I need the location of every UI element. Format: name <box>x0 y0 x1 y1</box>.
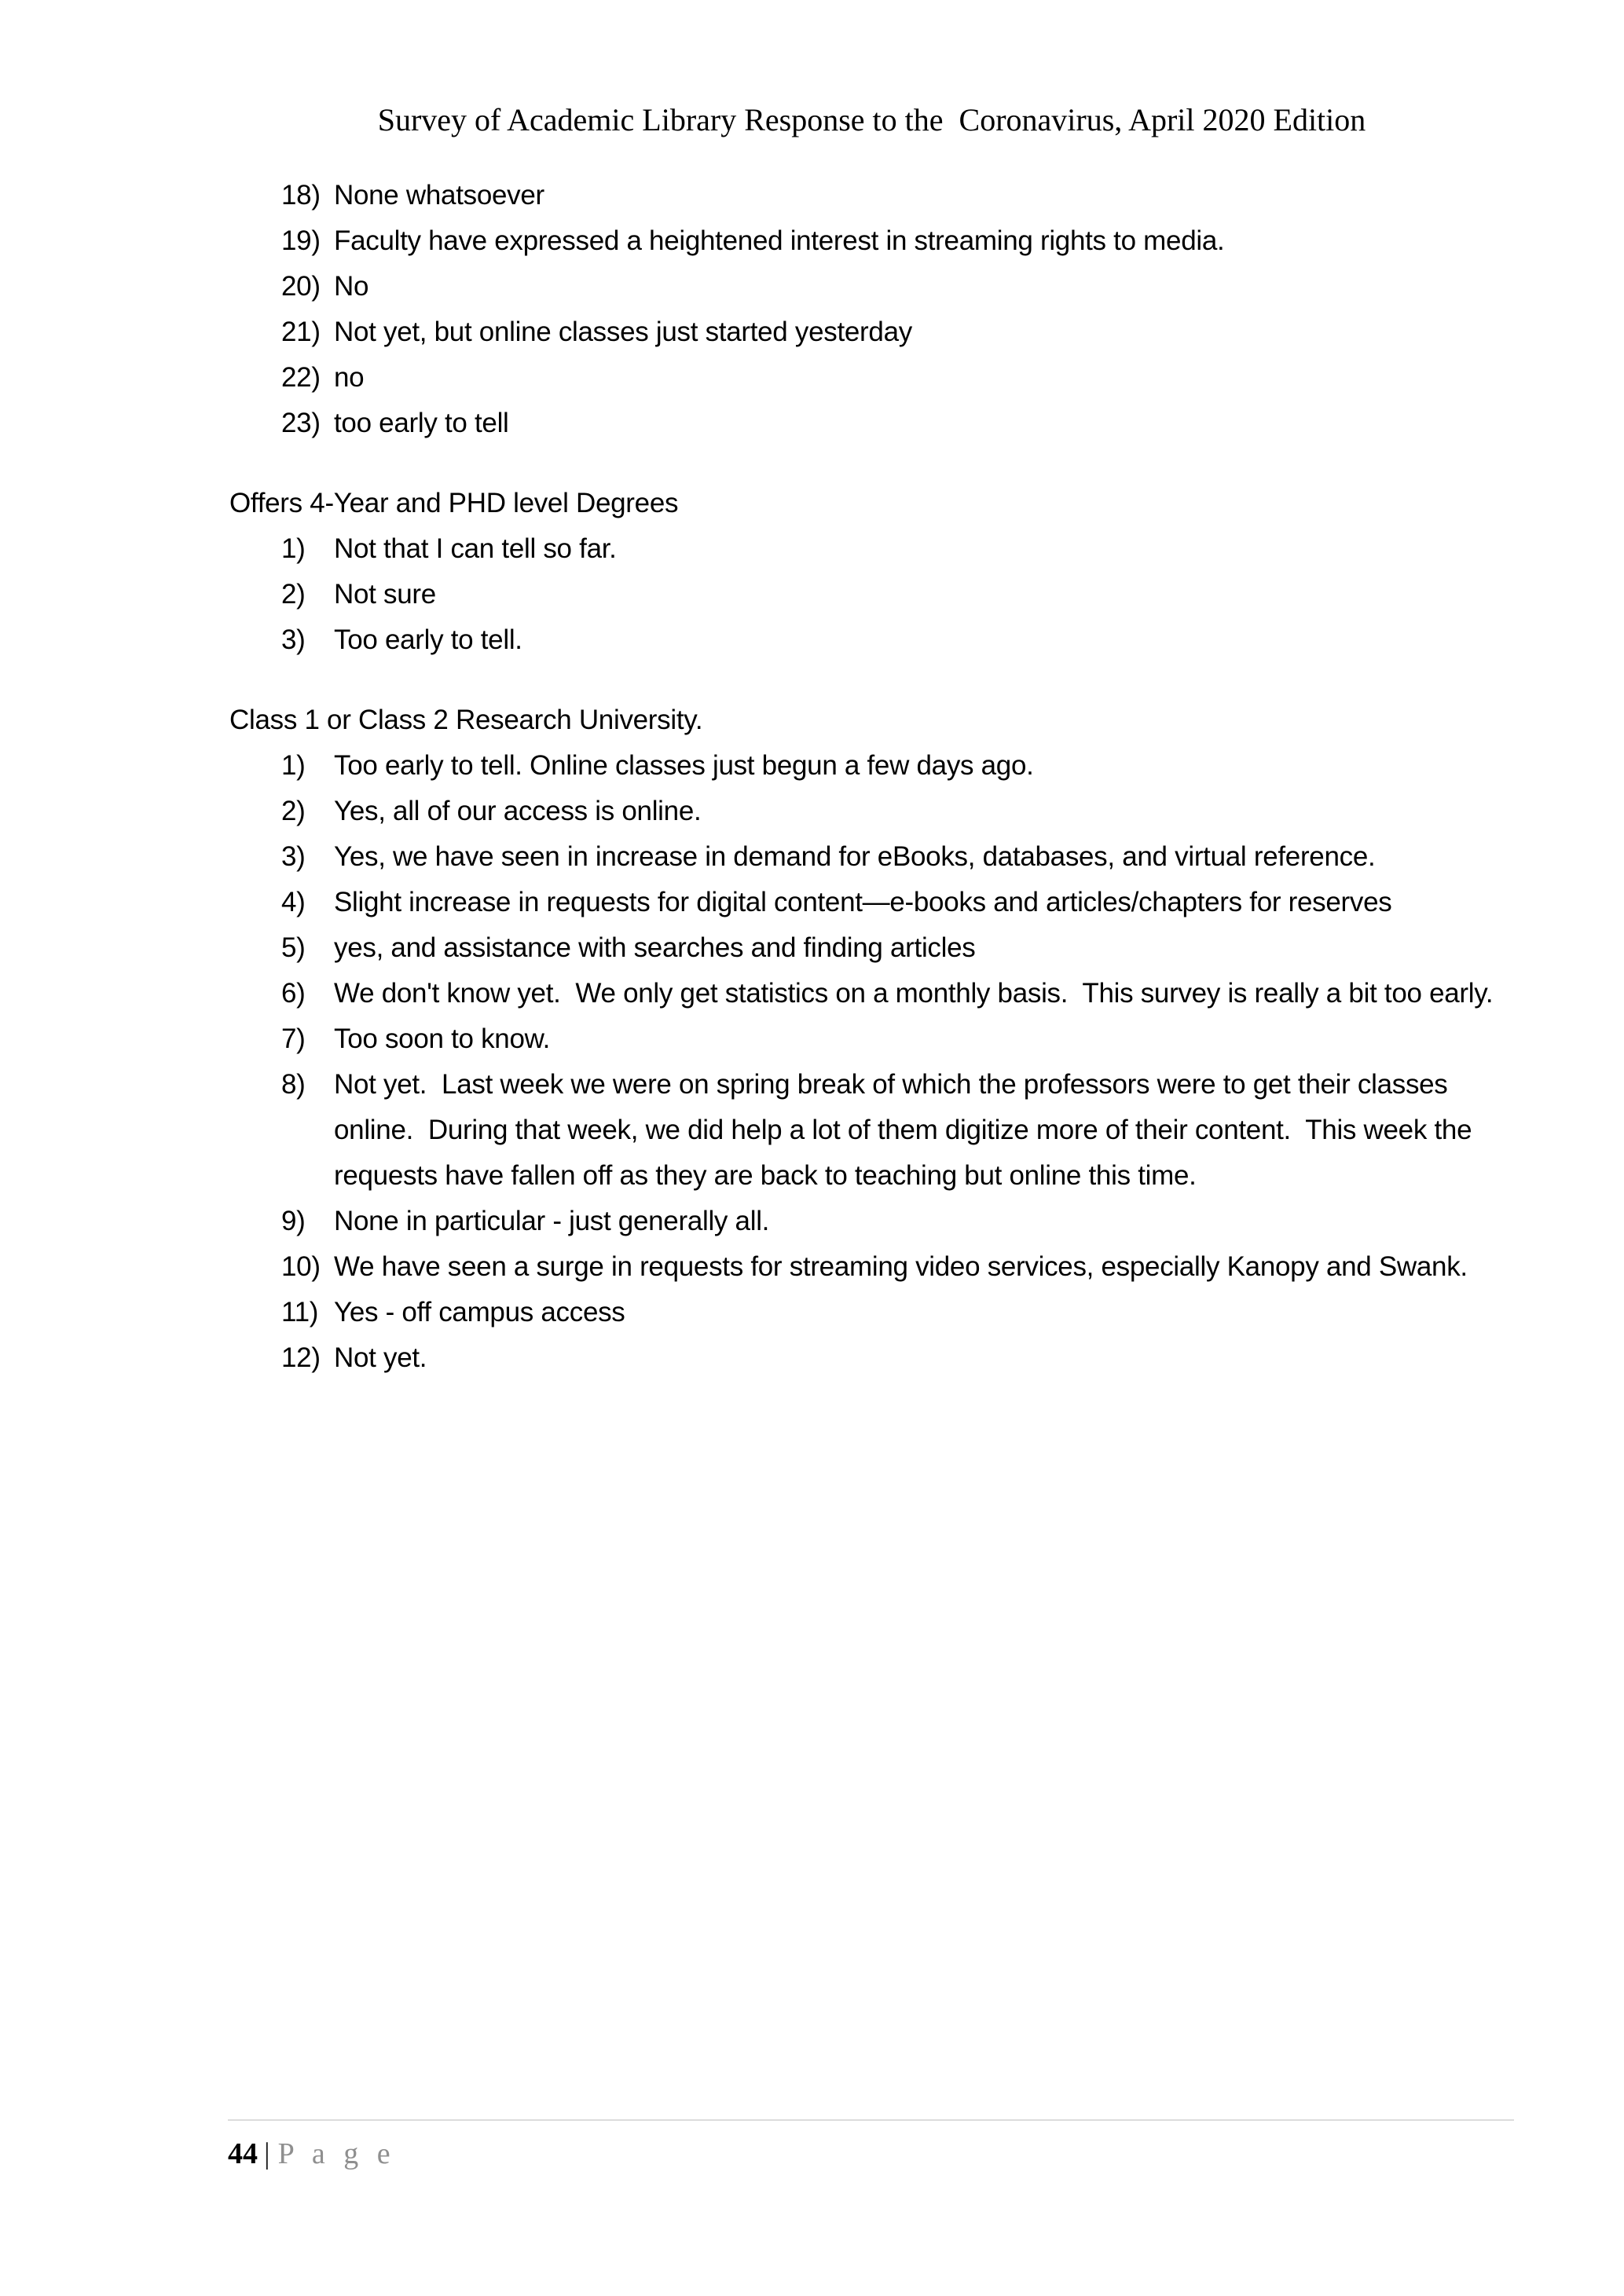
list-item: Faculty have expressed a heightened interest in streaming rights to media. <box>334 225 1225 256</box>
list-item: yes, and assistance with searches and finding articles <box>334 932 976 963</box>
section-heading-research-university: Class 1 or Class 2 Research University. <box>229 705 703 735</box>
footer-label: P a g e <box>277 2137 396 2170</box>
page-number: 44 <box>228 2137 258 2170</box>
list-item: no <box>334 362 365 393</box>
list-item: Slight increase in requests for digital content—e-books and articles/chapters for reserves <box>334 887 1392 917</box>
list-item: Too early to tell. <box>334 624 522 655</box>
list-item: Too early to tell. Online classes just begun a few days ago. <box>334 750 1034 781</box>
page-footer <box>228 2119 1514 2171</box>
answer-list-4year-phd <box>229 526 1514 663</box>
answer-list-research-university <box>229 743 1514 1381</box>
answers-section-continued <box>229 173 1514 446</box>
list-item: Not yet, but online classes just started yesterday <box>334 317 912 347</box>
list-item: Too soon to know. <box>334 1023 551 1054</box>
list-item: Not yet. Last week we were on spring break of which the professors were to get their classes online. During that week, we did help a lot of them digitize more of their content. This week the requests have fallen off as they are back to teaching but online this time. <box>334 1069 1479 1191</box>
list-item: Not sure <box>334 579 436 610</box>
list-item: Not yet. <box>334 1342 427 1373</box>
answer-list-18-23 <box>229 173 1514 446</box>
document-title: Survey of Academic Library Response to the Coronavirus, April 2020 Edition <box>377 102 1366 137</box>
list-item: Not that I can tell so far. <box>334 533 617 564</box>
list-item: Yes - off campus access <box>334 1297 625 1327</box>
list-item: too early to tell <box>334 408 509 438</box>
footer-separator: | <box>264 2137 270 2170</box>
answers-section-research-university <box>229 698 1514 1381</box>
answers-section-4year-phd <box>229 481 1514 663</box>
list-item: None whatsoever <box>334 180 544 211</box>
section-heading-4year-phd: Offers 4-Year and PHD level Degrees <box>229 488 679 518</box>
list-item: No <box>334 271 369 302</box>
list-item: We have seen a surge in requests for streaming video services, especially Kanopy and Swank. <box>334 1251 1468 1282</box>
list-item: Yes, we have seen in increase in demand for eBooks, databases, and virtual reference. <box>334 841 1376 872</box>
list-item: Yes, all of our access is online. <box>334 796 702 826</box>
list-item: None in particular - just generally all. <box>334 1206 770 1236</box>
list-item: We don't know yet. We only get statistics on a monthly basis. This survey is really a bit too early. <box>334 978 1494 1009</box>
